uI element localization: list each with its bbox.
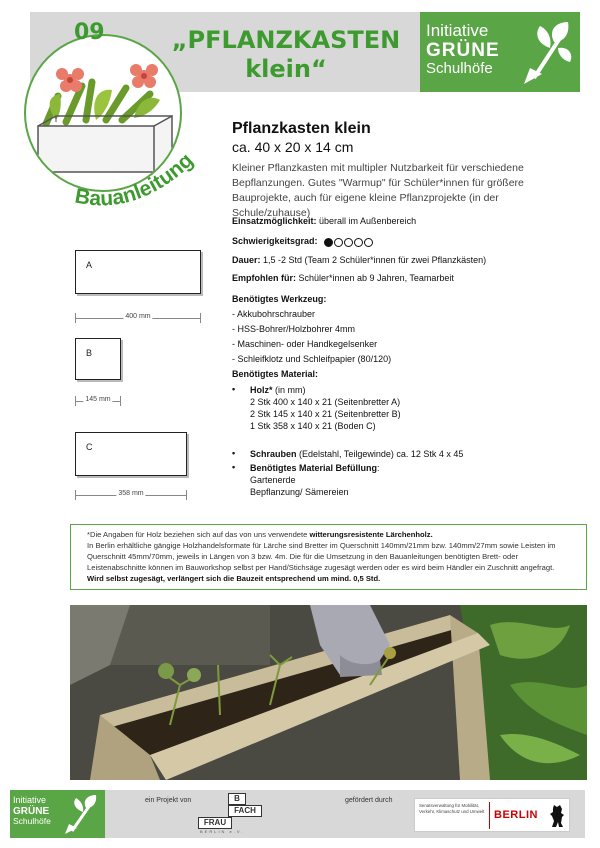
logo-line-1: Initiative <box>426 21 489 40</box>
bauereignis-logo <box>198 793 278 835</box>
board-label: B <box>86 348 93 358</box>
holz-item: 2 Stk 400 x 140 x 21 (Seitenbretter A) <box>250 397 401 407</box>
werkzeug-heading: Benötigtes Werkzeug: <box>232 294 327 304</box>
difficulty-dot-filled <box>324 238 333 247</box>
dimension-text: 358 mm <box>118 490 144 497</box>
bff-subtitle: BERLIN e.V. <box>200 829 245 834</box>
logo-line-3: Schulhöfe <box>426 60 493 78</box>
senat-text: Senatsverwaltung für Mobilität, Verkehr, Klimaschutz und Umwelt <box>419 803 485 814</box>
dimension-b <box>75 396 121 408</box>
dauer-label: Dauer: <box>232 255 261 265</box>
project-label: ein Projekt von <box>145 797 192 804</box>
board-c <box>75 432 187 476</box>
spade-plant-icon <box>520 18 576 86</box>
schwierigkeit-line <box>232 236 374 247</box>
logo-line-2: GRÜNE <box>13 805 50 817</box>
wood-note <box>70 524 587 590</box>
befuellung-label: Benötigtes Material Befüllung <box>250 463 378 473</box>
bauanleitung-badge <box>70 138 210 218</box>
berlin-bear-icon <box>549 803 567 829</box>
holz-item: 1 Stk 358 x 140 x 21 (Boden C) <box>250 421 376 431</box>
einsatz-value: überall im Außenbereich <box>316 216 417 226</box>
senat-logo <box>414 798 570 832</box>
logo-line-3: Schulhöfe <box>13 815 51 826</box>
document-number: 09 <box>74 20 105 45</box>
logo-line-2: GRÜNE <box>426 40 500 62</box>
title-line-1: „PFLANZKASTEN <box>171 26 401 54</box>
empfohlen-label: Empfohlen für: <box>232 273 296 283</box>
funded-label: gefördert durch <box>345 797 393 804</box>
board-a <box>75 250 201 294</box>
note-bold: witterungsresistente Lärchenholz. <box>309 530 433 539</box>
dimension-text: 145 mm <box>85 396 111 403</box>
list-item: - HSS-Bohrer/Holzbohrer 4mm <box>232 324 356 334</box>
holz-label: Holz* <box>250 385 273 395</box>
board-label: A <box>86 260 93 270</box>
einsatz-label: Einsatzmöglichkeit: <box>232 216 317 226</box>
note-text: In Berlin erhältliche gängige Holzhandelsformate für Lärche sind Bretter im Querschnitt 140mm/21mm bzw. 140mm/27mm sowie Leisten im Querschnitt 45mm/70mm, jeweils in Längen von 3 bzw. 4m. Die für die Umsetzung in den Bauanleitungen benötigten Brett- oder Leistenabschnitte können im Bauworkshop selbst per Hand/Stichsäge zugesägt werden oder es wird beim Händler ein Zuschnitt angefragt. <box>87 541 556 572</box>
initiative-logo <box>420 12 580 92</box>
title-line-2: klein“ <box>245 54 327 83</box>
schrauben-value: (Edelstahl, Teilgewinde) ca. 12 Stk 4 x 45 <box>296 449 464 459</box>
main-title: Pflanzkasten klein <box>232 120 371 137</box>
werkzeug-list <box>232 307 391 367</box>
schrauben-label: Schrauben <box>250 449 297 459</box>
svg-text:Bauanleitung: Bauanleitung <box>73 148 198 211</box>
bff-letter: B <box>228 793 246 805</box>
holz-item: 2 Stk 145 x 140 x 21 (Seitenbretter B) <box>250 409 401 419</box>
list-item: - Akkubohrschrauber <box>232 309 316 319</box>
note-text: *Die Angaben für Holz beziehen sich auf das von uns verwendete <box>87 530 310 539</box>
bff-letter: FACH <box>228 805 262 817</box>
einsatz-line <box>232 216 416 226</box>
main-size: ca. 40 x 20 x 14 cm <box>232 139 354 155</box>
intro-description: Kleiner Pflanzkasten mit multipler Nutzbarkeit für verschiedene Bepflanzungen. Gutes "Warmup" für Schüler*innen für größere Bauprojekte, auch für eigene kleine Pflanzprojekte (in der Schule/zuhause) <box>232 162 524 219</box>
list-item: - Schleifklotz und Schleifpapier (80/120) <box>232 354 392 364</box>
dimension-text: 400 mm <box>125 313 151 320</box>
dimension-a <box>75 313 201 325</box>
spade-plant-icon <box>62 793 102 835</box>
dauer-line <box>232 255 486 265</box>
bff-letter: FRAU <box>198 817 232 829</box>
difficulty-dot-empty <box>354 238 363 247</box>
dimension-c <box>75 490 187 502</box>
difficulty-dot-empty <box>334 238 343 247</box>
befuellung-item: Gartenerde <box>250 475 296 485</box>
logo-line-1: Initiative <box>13 795 47 805</box>
document-title <box>168 26 404 84</box>
befuellung-item: Bepflanzung/ Sämereien <box>250 487 349 497</box>
footer-initiative-logo <box>10 790 105 838</box>
difficulty-dot-empty <box>344 238 353 247</box>
difficulty-rating <box>324 237 374 247</box>
board-label: C <box>86 442 93 452</box>
difficulty-dot-empty <box>364 238 373 247</box>
note-bold: Wird selbst zugesägt, verlängert sich die Bauzeit entsprechend um mind. 0,5 Std. <box>87 574 381 583</box>
holz-unit: (in mm) <box>272 385 306 395</box>
berlin-wordmark: BERLIN <box>494 809 538 821</box>
list-item: - Maschinen- oder Handkegelsenker <box>232 339 378 349</box>
material-heading: Benötigtes Material: <box>232 369 319 379</box>
board-b <box>75 338 121 380</box>
empfohlen-value: Schüler*innen ab 9 Jahren, Teamarbeit <box>296 273 454 283</box>
dauer-value: 1,5 -2 Std (Team 2 Schüler*innen für zwei Pflanzkästen) <box>260 255 487 265</box>
schwierigkeit-label: Schwierigkeitsgrad: <box>232 236 318 246</box>
planting-photo <box>70 605 587 780</box>
empfohlen-line <box>232 273 454 283</box>
